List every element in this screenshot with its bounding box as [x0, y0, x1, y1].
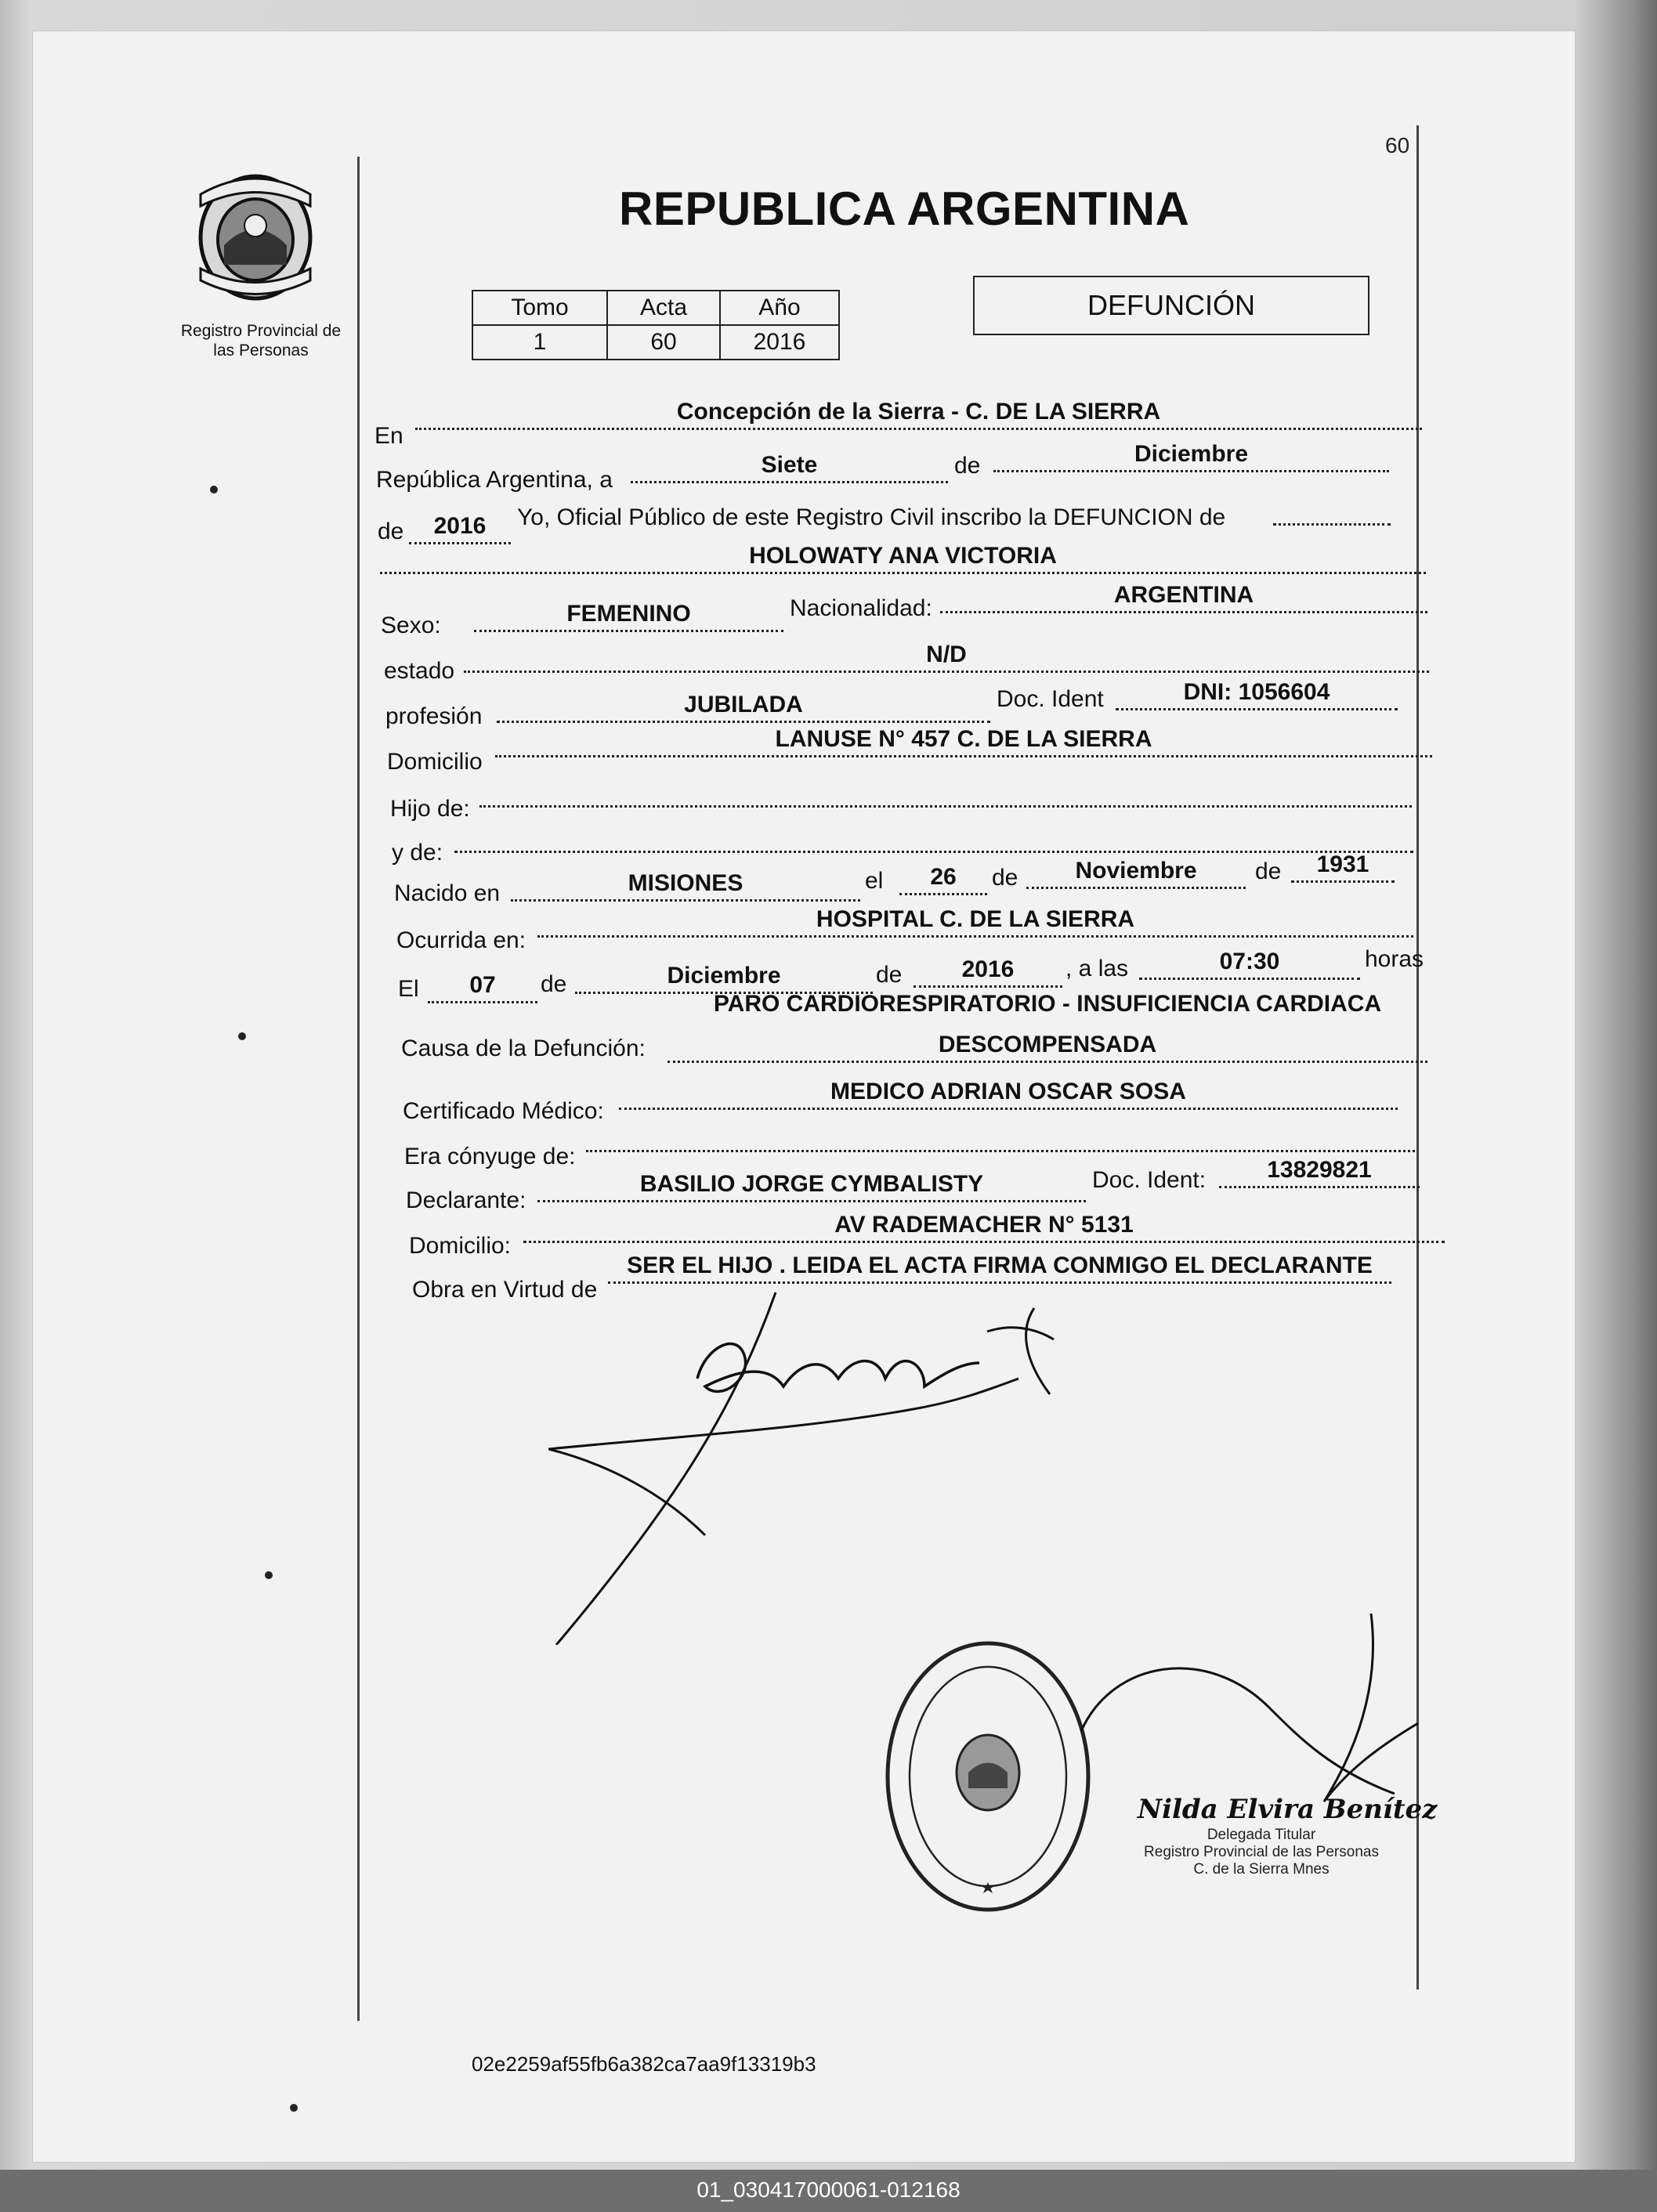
- footer-file-code: 01_030417000061-012168: [696, 2178, 961, 2202]
- label-de-5: de: [541, 971, 567, 997]
- field-nacido-en: MISIONES: [511, 869, 860, 902]
- field-mes: Diciembre: [993, 440, 1389, 472]
- acta-value: 60: [607, 325, 720, 360]
- scan-speck: [210, 486, 218, 493]
- label-hijo-de: Hijo de:: [390, 796, 470, 822]
- field-causa-line2: DESCOMPENSADA: [668, 1031, 1427, 1063]
- field-doc: DNI: 1056604: [1116, 678, 1398, 710]
- label-el: el: [865, 868, 884, 894]
- anio-header: Año: [720, 291, 839, 325]
- label-de-6: de: [876, 962, 903, 988]
- official-title-line2: Registro Provincial de las Personas: [1144, 1844, 1379, 1860]
- anio-value: 2016: [720, 325, 839, 360]
- label-ocurrida-en: Ocurrida en:: [396, 927, 526, 953]
- official-title: [1144, 1827, 1379, 1878]
- field-dia-letras: Siete: [631, 451, 948, 483]
- label-declarante: Declarante:: [406, 1187, 526, 1213]
- field-yo-oficial-blank: [1273, 493, 1391, 526]
- field-hora: 07:30: [1139, 948, 1360, 980]
- field-nac-dia: 26: [899, 863, 987, 895]
- field-def-dia: 07: [428, 971, 537, 1003]
- record-table: [472, 290, 840, 360]
- label-sexo: Sexo:: [381, 613, 441, 638]
- field-hijo-de: [479, 775, 1412, 808]
- label-domicilio-declarante: Domicilio:: [409, 1233, 512, 1259]
- registry-label: [171, 321, 351, 360]
- label-domicilio: Domicilio: [387, 749, 483, 775]
- label-horas: horas: [1365, 946, 1424, 972]
- field-ocurrida-en: HOSPITAL C. DE LA SIERRA: [537, 905, 1413, 938]
- acta-header: Acta: [607, 291, 720, 325]
- document-title: REPUBLICA ARGENTINA: [619, 183, 1190, 235]
- label-de-2: de: [378, 519, 404, 544]
- record-type-box: DEFUNCIÓN: [973, 276, 1369, 335]
- tomo-header: Tomo: [472, 291, 607, 325]
- label-de-4: de: [1255, 858, 1282, 884]
- tomo-value: 1: [472, 325, 607, 360]
- label-profesion: profesión: [385, 703, 483, 729]
- label-causa: Causa de la Defunción:: [401, 1036, 646, 1061]
- field-lugar: Concepción de la Sierra - C. DE LA SIERRA: [415, 398, 1422, 430]
- label-nacionalidad: Nacionalidad:: [790, 595, 932, 621]
- field-anio: 2016: [409, 512, 511, 544]
- label-de-3: de: [992, 865, 1018, 891]
- label-yo-oficial: Yo, Oficial Público de este Registro Civil inscribo la DEFUNCION de: [517, 504, 1226, 530]
- field-declarante-doc: 13829821: [1219, 1156, 1420, 1188]
- label-republica: República Argentina, a: [376, 467, 613, 493]
- label-nacido-en: Nacido en: [394, 880, 501, 906]
- label-de-1: de: [954, 453, 981, 479]
- field-nac-mes: Noviembre: [1026, 857, 1246, 889]
- registry-label-line2: las Personas: [213, 342, 309, 360]
- scan-speck: [265, 1571, 273, 1579]
- field-nacionalidad: ARGENTINA: [940, 581, 1427, 613]
- field-causa-line1: PARO CARDIORESPIRATORIO - INSUFICIENCIA CARDIACA: [713, 991, 1382, 1017]
- scan-speck: [238, 1032, 246, 1040]
- misiones-coat-of-arms-icon: [193, 171, 318, 304]
- field-sexo: FEMENINO: [474, 600, 783, 632]
- document-hash: 02e2259af55fb6a382ca7aa9f13319b3: [472, 2052, 816, 2076]
- label-certificado: Certificado Médico:: [403, 1098, 604, 1124]
- label-a-las: , a las: [1065, 956, 1129, 981]
- registry-label-line1: Registro Provincial de: [180, 322, 342, 340]
- field-domicilio: LANUSE N° 457 C. DE LA SIERRA: [495, 725, 1432, 757]
- official-title-line1: Delegada Titular: [1207, 1827, 1316, 1843]
- label-doc-ident-declarante: Doc. Ident:: [1092, 1167, 1207, 1193]
- official-title-line3: C. de la Sierra Mnes: [1193, 1861, 1330, 1878]
- scan-speck: [290, 2104, 298, 2112]
- field-y-de: [454, 821, 1413, 853]
- label-en: En: [374, 423, 403, 449]
- label-doc-ident: Doc. Ident: [997, 686, 1104, 712]
- field-profesion: JUBILADA: [497, 691, 990, 723]
- declarant-signature-icon: [548, 1285, 1097, 1645]
- field-nombre: HOLOWATY ANA VICTORIA: [380, 542, 1426, 574]
- field-def-mes: Diciembre: [575, 962, 873, 994]
- official-seal-icon: [882, 1636, 1094, 1917]
- field-nac-anio: 1931: [1291, 851, 1395, 883]
- label-y-de: y de:: [392, 840, 443, 866]
- left-margin-line: [357, 157, 360, 2021]
- official-name: Nilda Elvira Benítez: [1138, 1794, 1438, 1825]
- label-obra: Obra en Virtud de: [412, 1277, 598, 1303]
- field-declarante: BASILIO JORGE CYMBALISTY: [537, 1170, 1086, 1202]
- field-def-anio: 2016: [914, 956, 1062, 988]
- field-declarante-domicilio: AV RADEMACHER N° 5131: [523, 1211, 1445, 1243]
- field-obra: SER EL HIJO . LEIDA EL ACTA FIRMA CONMIGO EL DECLARANTE: [608, 1252, 1391, 1284]
- label-estado: estado: [384, 658, 455, 684]
- label-el-cap: El: [398, 976, 419, 1002]
- field-certificado: MEDICO ADRIAN OSCAR SOSA: [619, 1078, 1398, 1110]
- label-conyuge: Era cónyuge de:: [404, 1144, 576, 1169]
- page-number: 60: [1385, 133, 1410, 157]
- field-conyuge: [586, 1120, 1415, 1152]
- field-estado: N/D: [464, 641, 1429, 673]
